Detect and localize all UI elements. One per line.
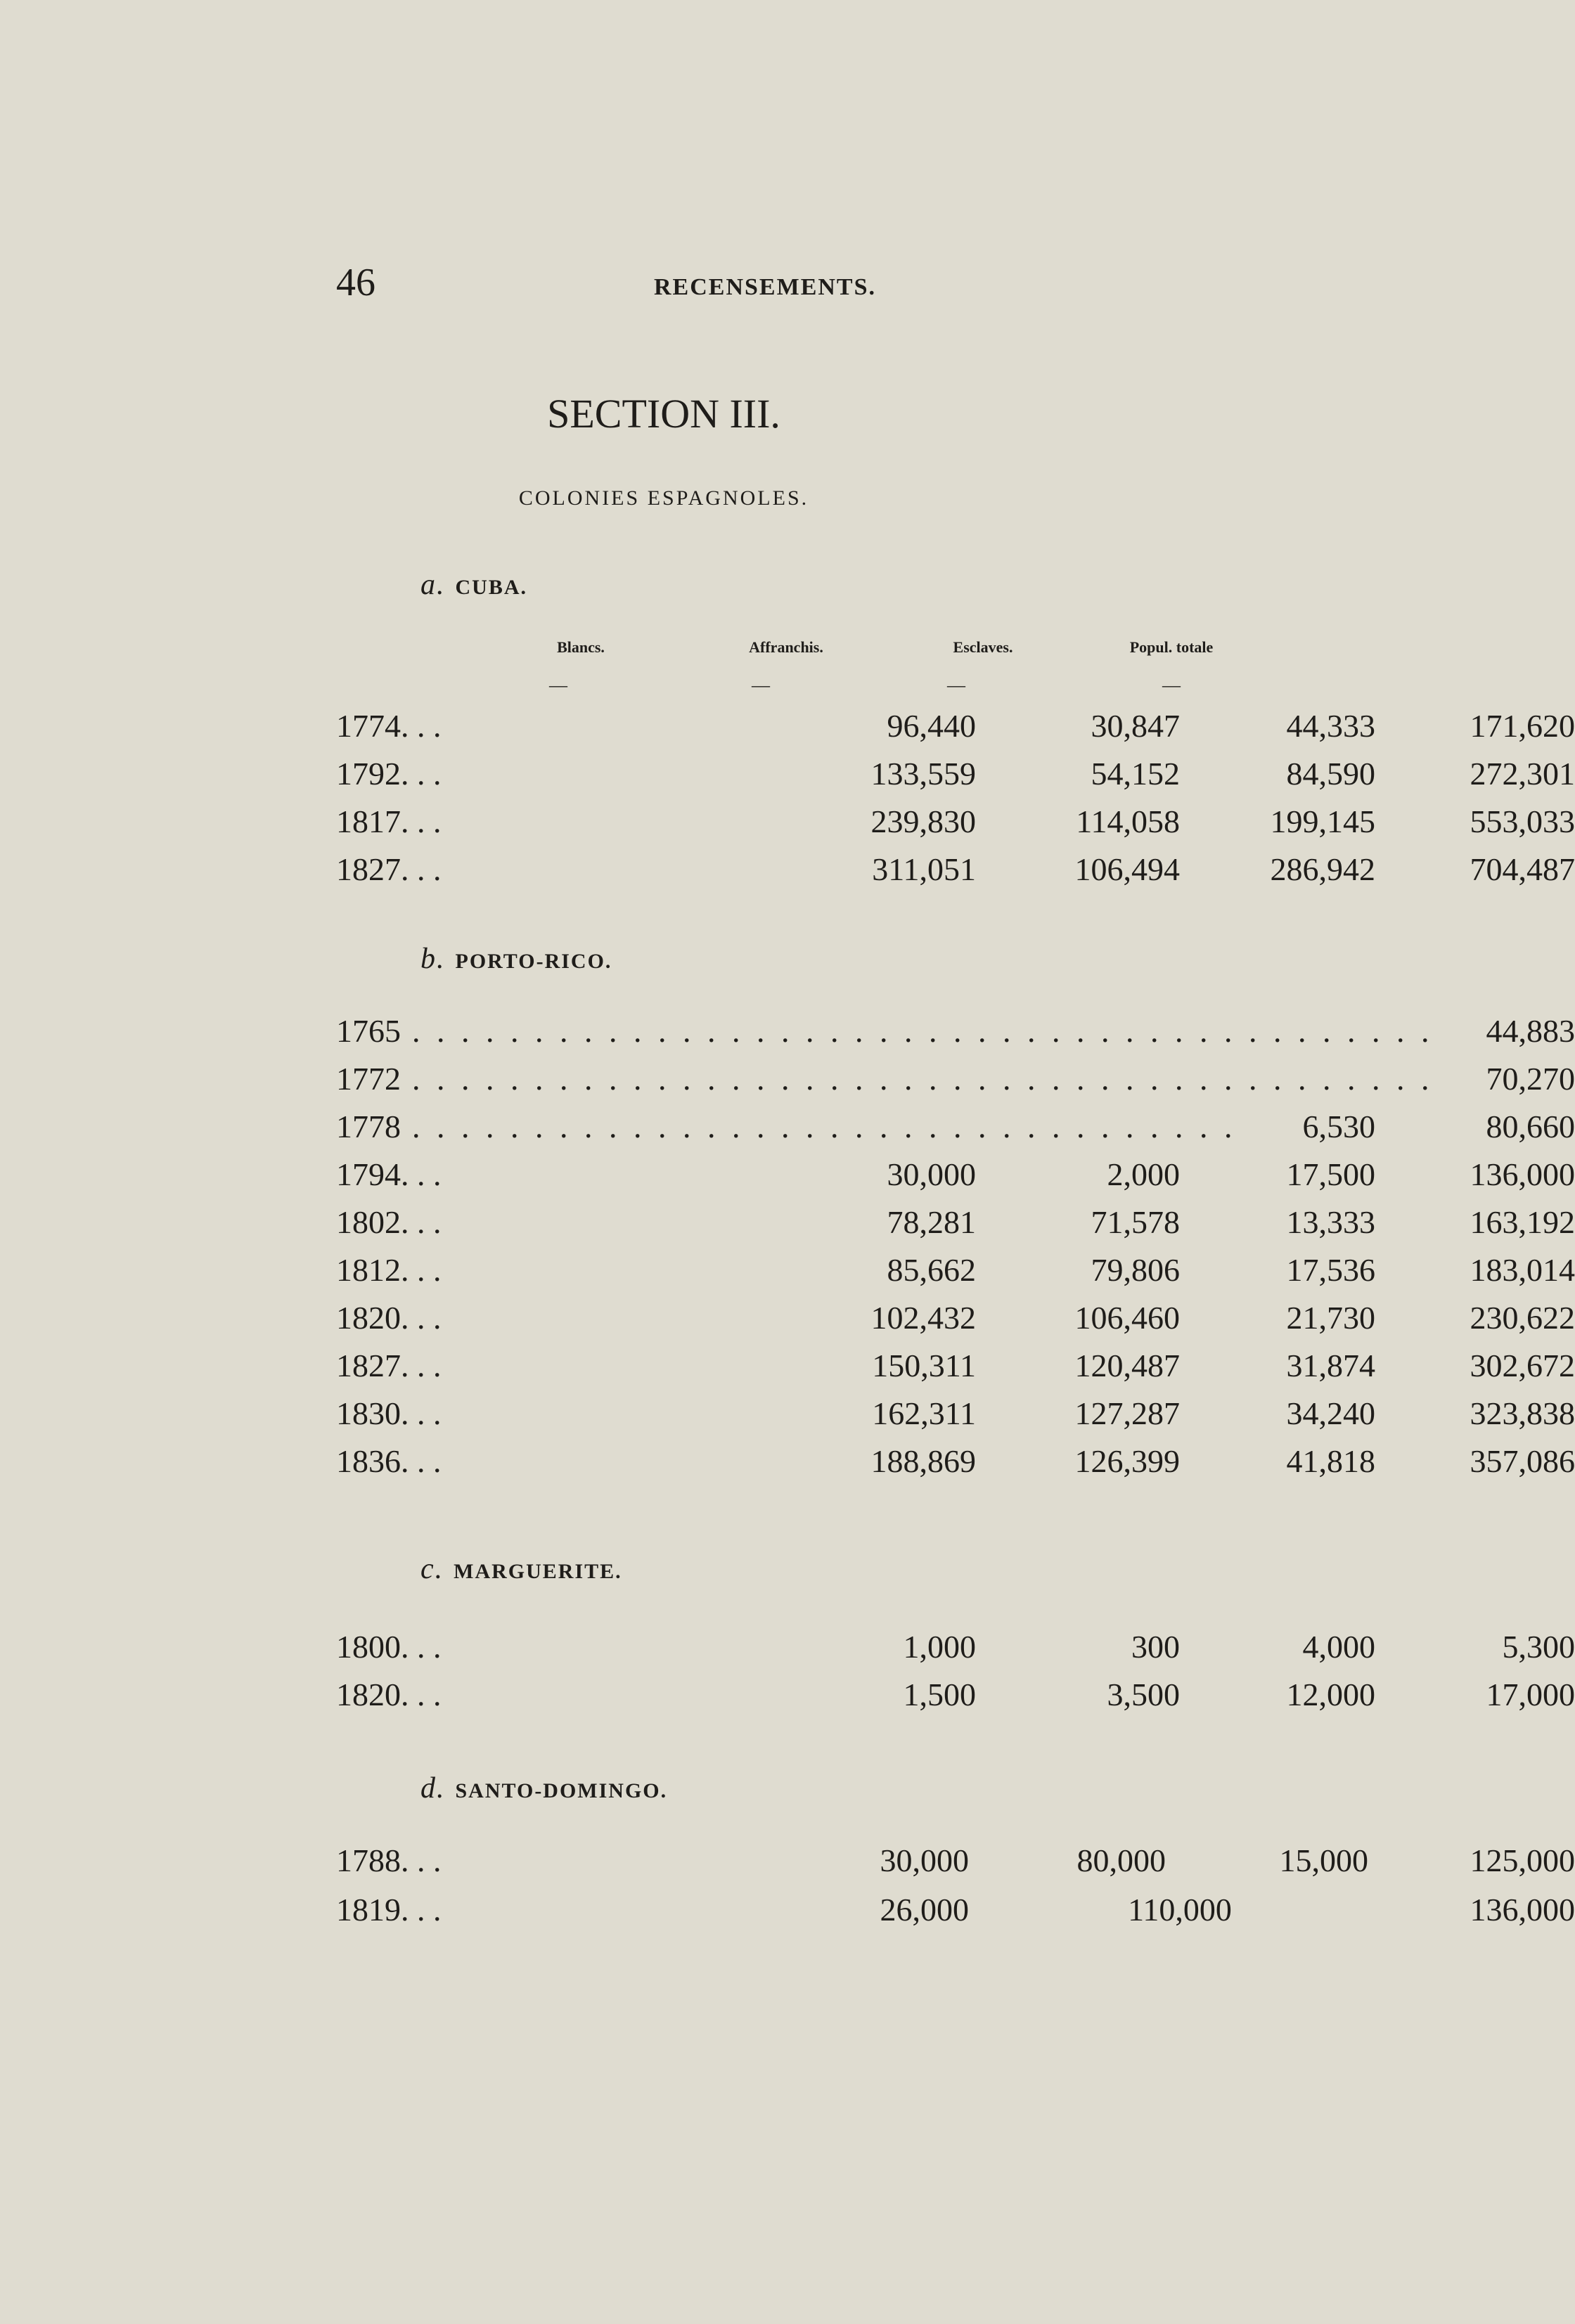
column-header-affranchis: Affranchis. [749,638,823,656]
row-year: 1819. . . [336,1892,442,1928]
table-row [336,1156,1575,1202]
table-row [336,803,1575,849]
cell-blancs: 96,440 [887,708,976,744]
cell-affranchis: 71,578 [1091,1204,1180,1240]
running-head: RECENSEMENTS. [654,274,877,300]
table-row [336,1395,1575,1441]
cell-total: 136,000 [1470,1156,1575,1192]
row-year: 1836. . . [336,1443,442,1479]
column-dash: — [1162,675,1181,695]
cell-blancs: 102,432 [870,1300,976,1336]
cell-esclaves: 31,874 [1286,1348,1375,1383]
cell-total: 136,000 [1470,1892,1575,1928]
page-number: 46 [336,261,375,304]
cell-esclaves: 17,500 [1286,1156,1375,1192]
cell-affranchis: 3,500 [1107,1677,1180,1712]
dot-leader: . . . . . . . . . . . . . . . . . . . . . . . . . . . . . . . . . . [412,1109,1237,1144]
column-header-total: Popul. totale [1129,638,1214,656]
subsection-letter: b. [420,943,446,975]
cell-blancs: 188,869 [870,1443,976,1479]
cell-affranchis: 106,460 [1074,1300,1180,1336]
cell-esclaves: 286,942 [1270,851,1375,887]
cell-total: 163,192 [1470,1204,1575,1240]
subsection-heading-marguerite [420,1552,622,1586]
cell-esclaves: 13,333 [1286,1204,1375,1240]
cell-esclaves: 15,000 [1279,1842,1368,1878]
cell-blancs: 85,662 [887,1252,976,1288]
row-year: 1827. . . [336,1348,442,1383]
table-row [336,1842,1575,1888]
cell-total: 357,086 [1470,1443,1575,1479]
row-year: 1820. . . [336,1677,442,1712]
cell-blancs: 78,281 [887,1204,976,1240]
cell-blancs: 150,311 [872,1348,976,1383]
row-year: 1812. . . [336,1252,442,1288]
row-year: 1800. . . [336,1629,442,1665]
cell-affranchis: 2,000 [1107,1156,1180,1192]
table-row [336,1891,1575,1937]
table-row [336,1108,1575,1154]
cell-blancs: 239,830 [870,803,976,839]
cell-total: 553,033 [1470,803,1575,839]
subsection-heading-santo-domingo [420,1771,667,1805]
row-year: 1765 [336,1013,401,1049]
row-year: 1820. . . [336,1300,442,1336]
table-row [336,707,1575,754]
column-dash: — [752,675,770,695]
table-row [336,1442,1575,1489]
cell-affranchis: 120,487 [1074,1348,1180,1383]
cell-esclaves: 6,530 [1302,1109,1375,1144]
column-header-blancs: Blancs. [557,638,605,656]
cell-total: 171,620 [1470,708,1575,744]
cell-affranchis: 127,287 [1074,1395,1180,1431]
table-row [336,1628,1575,1674]
cell-total: 183,014 [1470,1252,1575,1288]
cell-affranchis: 30,847 [1091,708,1180,744]
dot-leader: . . . . . . . . . . . . . . . . . . . . . . . . . . . . . . . . . . . . . . . . . . [412,1013,1434,1049]
cell-esclaves: 34,240 [1286,1395,1375,1431]
cell-blancs: 1,000 [903,1629,976,1665]
subsection-letter: d. [420,1772,446,1805]
row-year: 1772 [336,1061,401,1097]
subsection-letter: a. [420,569,446,601]
cell-esclaves: 44,333 [1286,708,1375,744]
cell-total: 70,270 [1486,1061,1575,1097]
row-year: 1774. . . [336,708,442,744]
cell-esclaves: 4,000 [1302,1629,1375,1665]
section-title: SECTION III. [547,391,780,437]
row-year: 1788. . . [336,1842,442,1878]
table-row [336,1012,1575,1059]
subsection-heading-porto-rico [420,942,612,976]
dot-leader: . . . . . . . . . . . . . . . . . . . . . . . . . . . . . . . . . . . . . . . . . . [412,1061,1434,1097]
cell-total: 302,672 [1470,1348,1575,1383]
cell-blancs: 133,559 [870,756,976,792]
cell-esclaves: 199,145 [1270,803,1375,839]
cell-affranchis: 80,000 [1076,1842,1166,1878]
column-dash: — [947,675,965,695]
cell-esclaves: 17,536 [1286,1252,1375,1288]
table-row [336,755,1575,801]
subsection-name: MARGUERITE. [454,1560,622,1583]
cell-esclaves: 84,590 [1286,756,1375,792]
cell-affranchis: 126,399 [1074,1443,1180,1479]
cell-affranchis-esclaves-combined: 110,000 [1128,1892,1232,1928]
cell-total: 44,883 [1486,1013,1575,1049]
cell-total: 5,300 [1502,1629,1575,1665]
cell-affranchis: 79,806 [1091,1252,1180,1288]
table-row [336,1299,1575,1345]
cell-esclaves: 21,730 [1286,1300,1375,1336]
row-year: 1794. . . [336,1156,442,1192]
cell-total: 704,487 [1470,851,1575,887]
table-row [336,1060,1575,1106]
subsection-name: SANTO-DOMINGO. [455,1779,668,1802]
cell-affranchis: 300 [1131,1629,1180,1665]
cell-esclaves: 12,000 [1286,1677,1375,1712]
cell-affranchis: 106,494 [1074,851,1180,887]
section-subtitle: COLONIES ESPAGNOLES. [518,486,809,510]
page-header [336,260,1250,316]
cell-blancs: 30,000 [880,1842,969,1878]
subsection-letter: c. [420,1553,444,1585]
row-year: 1817. . . [336,803,442,839]
subsection-heading-cuba [420,568,527,602]
table-row [336,851,1575,897]
cell-affranchis: 114,058 [1076,803,1180,839]
cell-blancs: 311,051 [872,851,976,887]
row-year: 1778 [336,1109,401,1144]
column-dash: — [549,675,567,695]
table-row [336,1347,1575,1393]
subsection-name: PORTO-RICO. [455,950,612,973]
cell-affranchis: 54,152 [1091,756,1180,792]
row-year: 1830. . . [336,1395,442,1431]
cell-total: 125,000 [1470,1842,1575,1878]
row-year: 1792. . . [336,756,442,792]
cell-blancs: 26,000 [880,1892,969,1928]
table-row [336,1676,1575,1722]
cell-blancs: 162,311 [872,1395,976,1431]
cell-blancs: 1,500 [903,1677,976,1712]
column-header-esclaves: Esclaves. [953,638,1013,656]
cell-esclaves: 41,818 [1286,1443,1375,1479]
cell-total: 17,000 [1486,1677,1575,1712]
cell-total: 80,660 [1486,1109,1575,1144]
cell-total: 323,838 [1470,1395,1575,1431]
cell-blancs: 30,000 [887,1156,976,1192]
cell-total: 230,622 [1470,1300,1575,1336]
row-year: 1802. . . [336,1204,442,1240]
cell-total: 272,301 [1470,756,1575,792]
row-year: 1827. . . [336,851,442,887]
table-row [336,1251,1575,1298]
subsection-name: CUBA. [455,576,528,599]
table-row [336,1203,1575,1250]
